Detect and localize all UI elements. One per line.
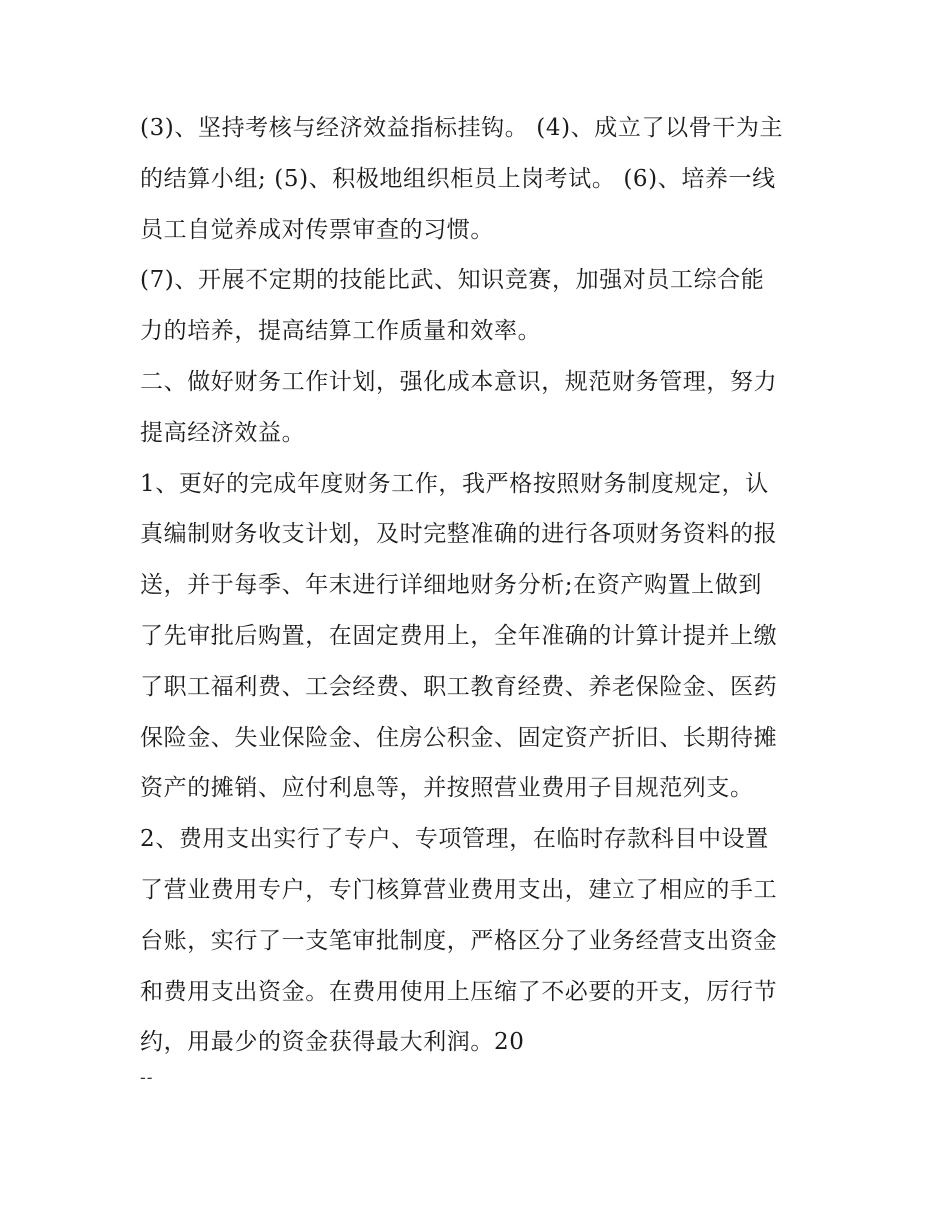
text-line: 了营业费用专户，专门核算营业费用支出，建立了相应的手工: [140, 876, 778, 903]
text-line: 提高经济效益。: [140, 419, 306, 446]
text-line: (3)、坚持考核与经济效益指标挂钩。 (4)、成立了以骨干为主: [140, 115, 784, 141]
text-line: 力的培养，提高结算工作质量和效率。: [140, 318, 542, 345]
text-line: 员工自觉养成对传票审查的习惯。: [140, 216, 494, 243]
text-line: 资产的摊销、应付利息等，并按照营业费用子目规范列支。: [140, 775, 754, 802]
page-footer-mark: --: [140, 1068, 154, 1087]
text-line: 2、费用支出实行了专户、专项管理，在临时存款科目中设置: [140, 826, 769, 853]
text-line: 和费用支出资金。在费用使用上压缩了不必要的开支，厉行节: [140, 978, 778, 1005]
text-line: 约，用最少的资金获得最大利润。20: [140, 1029, 525, 1056]
text-line: 送，并于每季、年末进行详细地财务分析;在资产购置上做到: [140, 572, 762, 599]
text-line: 台账，实行了一支笔审批制度，严格区分了业务经营支出资金: [140, 927, 778, 954]
text-line: 保险金、失业保险金、住房公积金、固定资产折旧、长期待摊: [140, 724, 778, 751]
text-line: 了先审批后购置，在固定费用上，全年准确的计算计提并上缴: [140, 622, 778, 649]
text-line: 1、更好的完成年度财务工作，我严格按照财务制度规定，认: [140, 470, 769, 497]
text-line: 了职工福利费、工会经费、职工教育经费、养老保险金、医药: [140, 673, 778, 700]
text-line: 二、做好财务工作计划，强化成本意识，规范财务管理，努力: [140, 368, 778, 395]
document-body: [140, 103, 820, 1068]
text-line: 的结算小组; (5)、积极地组织柜员上岗考试。 (6)、培养一线: [140, 165, 776, 192]
text-line: (7)、开展不定期的技能比武、知识竞赛，加强对员工综合能: [140, 267, 765, 294]
text-line: 真编制财务收支计划，及时完整准确的进行各项财务资料的报: [140, 521, 778, 548]
